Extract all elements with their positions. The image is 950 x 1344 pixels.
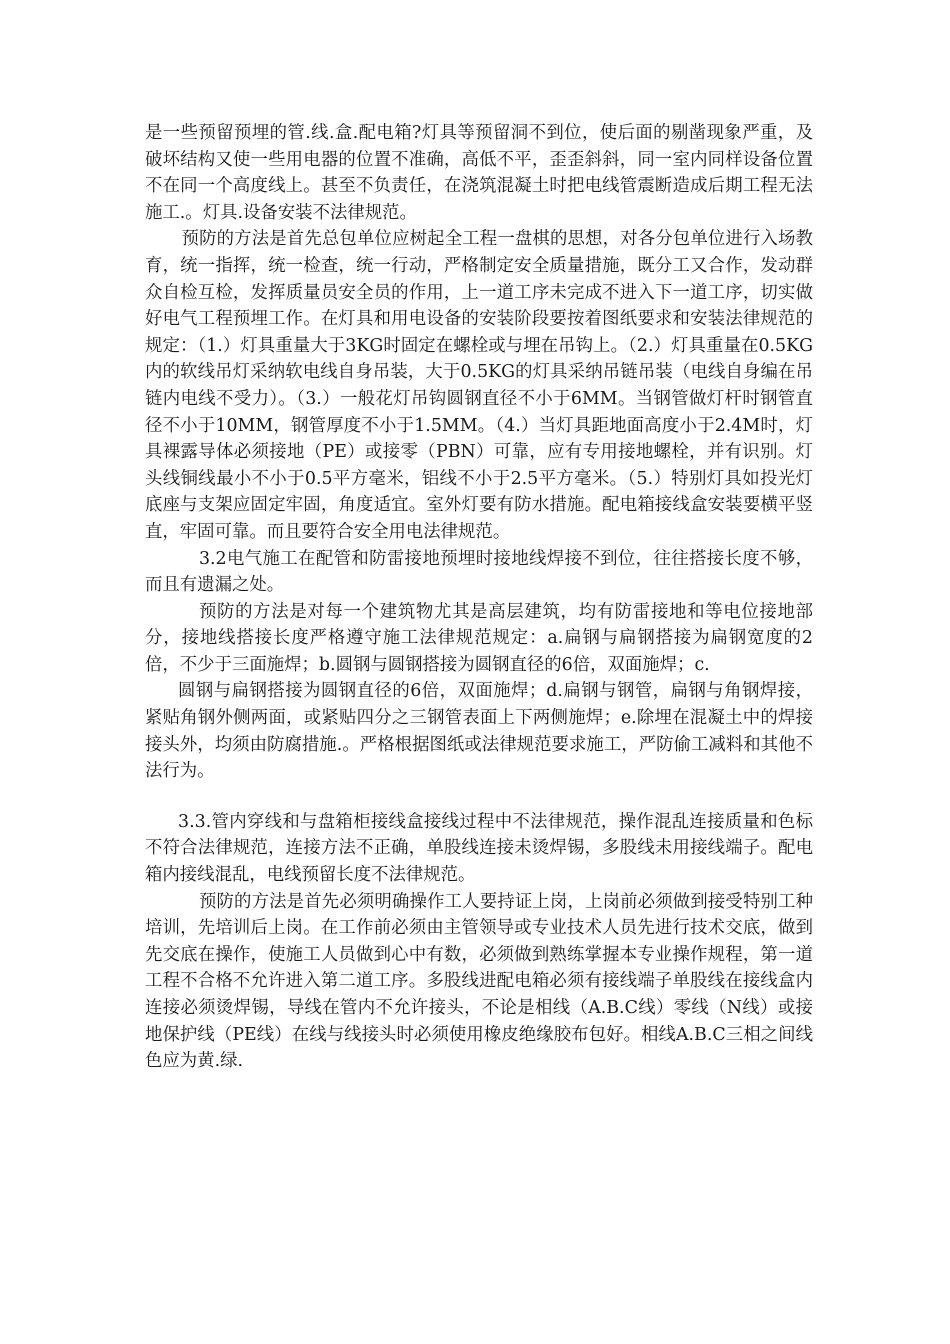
paragraph-5: 圆钢与扁钢搭接为圆钢直径的6倍，双面施焊；d.扁钢与钢管，扁钢与角钢焊接，紧贴角钢外侧两面，或紧贴四分之三钢管表面上下两侧施焊；e.除埋在混凝土中的焊接接头外，均须由防腐措施.。严格根据图纸或法律规范要求施工，严防偷工减料和其他不法行为。 [145,681,813,782]
paragraph-4: 预防的方法是对每一个建筑物尤其是高层建筑，均有防雷接地和等电位接地部分，接地线搭接长度严格遵守施工法律规范规定：a.扁钢与扁钢搭接为扁钢宽度的2倍，不少于三面施焊；b.圆钢与圆钢搭接为圆钢直径的6倍，双面施焊；c. [145,601,813,675]
paragraph-1: 是一些预留预埋的管.线.盒.配电箱?灯具等预留洞不到位，使后面的剔凿现象严重，及破坏结构又使一些用电器的位置不准确，高低不平，歪歪斜斜，同一室内同样设备位置不在同一个高度线上。甚至不负责任，在浇筑混凝土时把电线管震断造成后期工程无法施工.。灯具.设备安装不法律规范。 [145,123,813,223]
paragraph-2: 预防的方法是首先总包单位应树起全工程一盘棋的思想，对各分包单位进行入场教育，统一指挥，统一检查，统一行动，严格制定安全质量措施，既分工又合作，发动群众自检互检，发挥质量员安全员的作用，上一道工序未完成不进入下一道工序，切实做好电气工程预埋工作。在灯具和用电设备的安装阶段要按着图纸要求和安装法律规范的规定：（1.）灯具重量大于3KG时固定在螺栓或与埋在吊钩上。（2.）灯具重量在0.5KG内的软线吊灯采纳软电线自身吊装，大于0.5KG的灯具采纳吊链吊装（电线自身编在吊链内电线不受力）。（3.）一般花灯吊钩圆钢直径不小于6MM。当钢管做灯杆时钢管直径不小于10MM，钢管厚度不小于1.5MM。（4.）当灯具距地面高度小于2.4M时，灯具裸露导体必须接地（PE）或接零（PBN）可靠，应有专用接地螺栓，并有识别。灯头线铜线最小不小于0.5平方毫米，铝线不小于2.5平方毫米。（5.）特别灯具如投光灯底座与支架应固定牢固，角度适宜。室外灯要有防水措施。配电箱接线盒安装要横平竖直，牢固可靠。而且要符合安全用电法律规范。 [145,229,813,542]
document-body [145,120,813,1075]
paragraph-gap [145,785,813,809]
paragraph-7: 预防的方法是首先必须明确操作工人要持证上岗，上岗前必须做到接受特别工种培训，先培训后上岗。在工作前必须由主管领导或专业技术人员先进行技术交底，做到先交底在操作，使施工人员做到心中有数，必须做到熟练掌握本专业操作规程，第一道工程不合格不允许进入第二道工序。多股线进配电箱必须有接线端子单股线在接线盒内连接必须烫焊锡，导线在管内不允许接头，不论是相线（A.B.C线）零线（N线）或接地保护线（PE线）在线与线接头时必须使用橡皮绝缘胶布包好。相线A.B.C三相之间线色应为黄.绿. [145,891,813,1072]
paragraph-6: 3.3.管内穿线和与盘箱柜接线盒接线过程中不法律规范，操作混乱连接质量和色标不符合法律规范，连接方法不正确，单股线连接未烫焊锡，多股线未用接线端子。配电箱内接线混乱，电线预留长度不法律规范。 [145,811,813,886]
paragraph-3: 3.2电气施工在配管和防雷接地预埋时接地线焊接不到位，往往搭接长度不够，而且有遗漏之处。 [145,548,813,596]
